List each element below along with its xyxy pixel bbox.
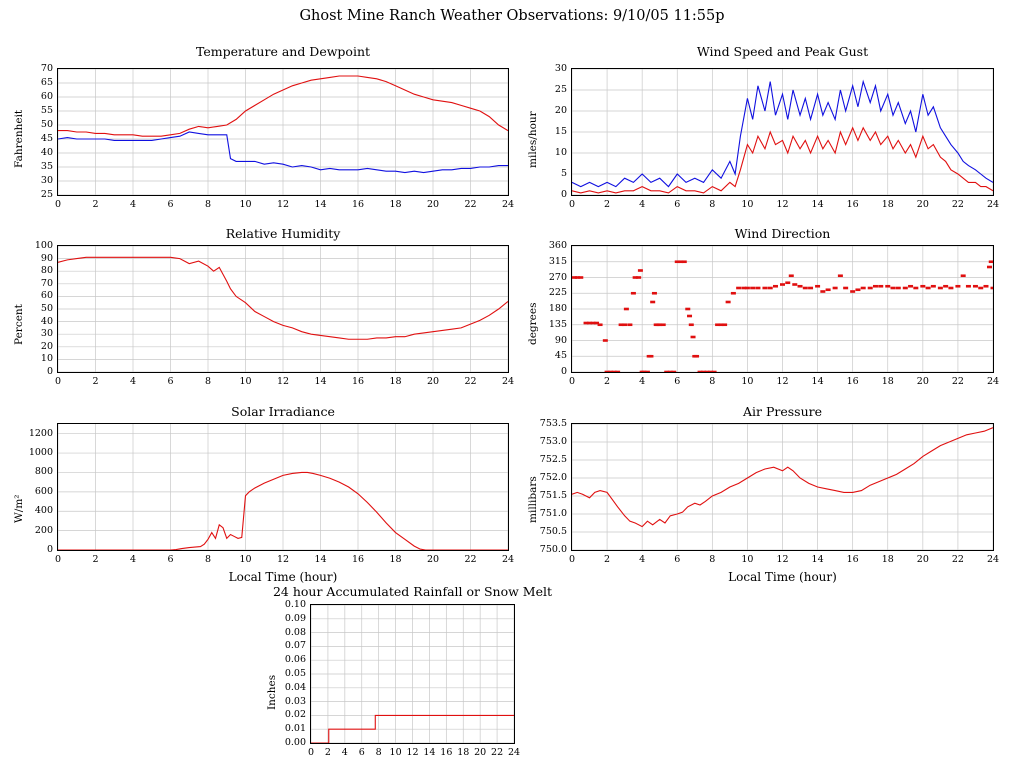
x-tick-rainfall: 0 bbox=[307, 747, 315, 758]
y-tick-wind_speed: 15 bbox=[554, 126, 567, 137]
y-tick-temperature: 40 bbox=[40, 147, 53, 158]
x-tick-temperature: 16 bbox=[351, 199, 365, 210]
x-tick-wind_speed: 20 bbox=[916, 199, 929, 210]
y-tick-wind_direction: 45 bbox=[554, 350, 567, 362]
y-tick-solar: 1000 bbox=[28, 447, 53, 459]
y-axis-label-wind_direction: degrees bbox=[527, 302, 539, 345]
plot-area-wind_speed bbox=[571, 68, 994, 196]
y-tick-pressure: 752.0 bbox=[539, 472, 567, 483]
y-tick-rainfall: 0.10 bbox=[284, 599, 306, 610]
plot-area-rainfall bbox=[310, 604, 515, 744]
x-tick-wind_direction: 4 bbox=[639, 376, 646, 387]
y-tick-wind_direction: 315 bbox=[548, 255, 567, 267]
y-tick-pressure: 751.5 bbox=[539, 490, 567, 501]
x-tick-temperature: 2 bbox=[92, 199, 99, 210]
x-tick-humidity: 20 bbox=[426, 376, 440, 387]
y-tick-solar: 600 bbox=[34, 485, 53, 497]
y-tick-wind_direction: 90 bbox=[554, 334, 567, 346]
x-tick-temperature: 22 bbox=[464, 199, 477, 210]
y-tick-wind_speed: 0 bbox=[560, 189, 567, 200]
y-tick-solar: 800 bbox=[34, 466, 53, 478]
chart-title-rainfall: 24 hour Accumulated Rainfall or Snow Melt bbox=[272, 584, 553, 599]
plot-area-humidity bbox=[57, 245, 509, 373]
plot-area-temperature bbox=[57, 68, 509, 196]
x-tick-wind_speed: 18 bbox=[881, 199, 894, 210]
x-tick-wind_speed: 24 bbox=[986, 199, 1000, 210]
y-axis-label-wind_speed: miles/hour bbox=[527, 111, 539, 168]
y-tick-pressure: 752.5 bbox=[539, 454, 567, 465]
x-tick-rainfall: 4 bbox=[341, 747, 348, 758]
x-tick-wind_direction: 24 bbox=[986, 376, 1000, 387]
y-tick-wind_direction: 0 bbox=[560, 366, 567, 377]
y-tick-pressure: 753.5 bbox=[539, 418, 567, 429]
x-tick-wind_direction: 22 bbox=[951, 376, 964, 387]
y-tick-wind_direction: 180 bbox=[548, 303, 567, 314]
y-tick-pressure: 750.5 bbox=[539, 526, 567, 537]
x-tick-humidity: 22 bbox=[464, 376, 477, 387]
x-tick-solar: 14 bbox=[314, 554, 327, 565]
x-tick-wind_speed: 12 bbox=[776, 199, 789, 210]
y-tick-humidity: 40 bbox=[40, 315, 53, 327]
x-tick-wind_direction: 10 bbox=[741, 376, 754, 387]
x-tick-pressure: 22 bbox=[951, 554, 964, 565]
y-tick-rainfall: 0.07 bbox=[284, 640, 306, 652]
x-tick-humidity: 0 bbox=[54, 376, 62, 387]
x-tick-wind_direction: 8 bbox=[709, 376, 716, 387]
x-tick-humidity: 14 bbox=[314, 376, 327, 387]
plot-area-wind_direction bbox=[571, 245, 994, 373]
y-tick-humidity: 10 bbox=[40, 353, 53, 365]
y-axis-label-pressure: millibars bbox=[527, 476, 539, 523]
x-tick-wind_speed: 6 bbox=[674, 199, 681, 210]
x-tick-humidity: 12 bbox=[276, 376, 290, 387]
x-tick-temperature: 8 bbox=[204, 199, 212, 210]
y-tick-temperature: 30 bbox=[40, 175, 53, 186]
x-tick-pressure: 10 bbox=[741, 554, 754, 565]
x-tick-pressure: 14 bbox=[811, 554, 824, 565]
x-tick-humidity: 24 bbox=[501, 376, 515, 387]
x-tick-pressure: 16 bbox=[846, 554, 859, 565]
x-tick-solar: 24 bbox=[501, 554, 515, 565]
y-tick-wind_direction: 270 bbox=[548, 271, 567, 283]
y-tick-rainfall: 0.00 bbox=[284, 737, 306, 748]
x-tick-wind_direction: 0 bbox=[568, 376, 576, 387]
plot-area-pressure bbox=[571, 423, 994, 551]
x-tick-rainfall: 16 bbox=[440, 747, 453, 758]
x-tick-wind_speed: 22 bbox=[951, 199, 964, 210]
y-tick-wind_speed: 5 bbox=[560, 168, 567, 179]
x-tick-solar: 18 bbox=[389, 554, 402, 565]
y-tick-humidity: 0 bbox=[46, 366, 53, 377]
x-tick-temperature: 12 bbox=[276, 199, 290, 210]
x-tick-wind_direction: 16 bbox=[846, 376, 859, 387]
x-tick-rainfall: 18 bbox=[457, 747, 470, 758]
y-tick-wind_speed: 30 bbox=[554, 63, 567, 74]
x-tick-temperature: 20 bbox=[426, 199, 440, 210]
x-tick-pressure: 6 bbox=[674, 554, 681, 565]
x-tick-rainfall: 22 bbox=[491, 747, 504, 758]
x-tick-rainfall: 2 bbox=[324, 747, 331, 758]
y-tick-temperature: 50 bbox=[40, 119, 53, 130]
y-tick-solar: 1200 bbox=[28, 427, 53, 439]
x-tick-wind_direction: 14 bbox=[811, 376, 824, 387]
x-tick-solar: 16 bbox=[351, 554, 365, 565]
y-axis-label-rainfall: Inches bbox=[266, 674, 278, 710]
x-tick-wind_speed: 4 bbox=[639, 199, 646, 210]
x-tick-wind_speed: 10 bbox=[741, 199, 754, 210]
y-tick-wind_speed: 25 bbox=[554, 84, 567, 95]
y-tick-temperature: 65 bbox=[40, 77, 53, 88]
x-tick-rainfall: 12 bbox=[406, 747, 419, 758]
x-tick-temperature: 0 bbox=[54, 199, 62, 210]
chart-title-wind_speed: Wind Speed and Peak Gust bbox=[696, 44, 869, 59]
x-tick-solar: 10 bbox=[239, 554, 252, 565]
chart-title-pressure: Air Pressure bbox=[742, 404, 822, 419]
x-tick-temperature: 6 bbox=[167, 199, 174, 210]
y-tick-rainfall: 0.02 bbox=[284, 709, 306, 721]
x-tick-wind_direction: 6 bbox=[674, 376, 681, 387]
y-tick-pressure: 750.0 bbox=[539, 544, 567, 555]
x-tick-temperature: 14 bbox=[314, 199, 327, 210]
x-tick-wind_direction: 2 bbox=[604, 376, 611, 387]
x-tick-wind_direction: 18 bbox=[881, 376, 894, 387]
y-tick-pressure: 753.0 bbox=[539, 436, 567, 447]
y-tick-temperature: 60 bbox=[40, 91, 53, 102]
x-axis-label-solar: Local Time (hour) bbox=[228, 570, 338, 584]
x-tick-wind_speed: 14 bbox=[811, 199, 824, 210]
y-tick-rainfall: 0.06 bbox=[284, 654, 306, 666]
y-tick-humidity: 100 bbox=[34, 240, 53, 251]
plot-area-solar bbox=[57, 423, 509, 551]
x-tick-wind_direction: 12 bbox=[776, 376, 789, 387]
y-tick-wind_speed: 10 bbox=[554, 147, 567, 158]
x-tick-temperature: 18 bbox=[389, 199, 402, 210]
x-tick-solar: 12 bbox=[276, 554, 290, 565]
x-tick-solar: 2 bbox=[92, 554, 99, 565]
y-tick-humidity: 50 bbox=[40, 303, 53, 314]
y-tick-solar: 400 bbox=[34, 505, 53, 517]
y-tick-humidity: 20 bbox=[40, 340, 53, 352]
y-axis-label-temperature: Fahrenheit bbox=[13, 109, 25, 168]
y-tick-temperature: 55 bbox=[40, 105, 53, 116]
y-tick-rainfall: 0.05 bbox=[284, 668, 306, 679]
chart-title-humidity: Relative Humidity bbox=[225, 226, 341, 241]
y-axis-label-humidity: Percent bbox=[13, 304, 25, 345]
x-tick-temperature: 10 bbox=[239, 199, 252, 210]
y-tick-temperature: 70 bbox=[40, 63, 53, 74]
y-tick-rainfall: 0.03 bbox=[284, 695, 306, 707]
x-tick-temperature: 24 bbox=[501, 199, 515, 210]
x-tick-humidity: 18 bbox=[389, 376, 402, 387]
x-tick-wind_speed: 8 bbox=[709, 199, 716, 210]
x-tick-solar: 8 bbox=[204, 554, 212, 565]
y-tick-rainfall: 0.01 bbox=[284, 723, 306, 735]
x-tick-solar: 4 bbox=[129, 554, 137, 565]
x-tick-wind_direction: 20 bbox=[916, 376, 929, 387]
chart-title-temperature: Temperature and Dewpoint bbox=[195, 44, 371, 59]
x-tick-pressure: 2 bbox=[604, 554, 611, 565]
x-tick-temperature: 4 bbox=[129, 199, 137, 210]
x-tick-pressure: 12 bbox=[776, 554, 789, 565]
y-tick-rainfall: 0.04 bbox=[284, 681, 306, 693]
x-tick-solar: 20 bbox=[426, 554, 440, 565]
x-tick-pressure: 18 bbox=[881, 554, 894, 565]
x-tick-rainfall: 14 bbox=[423, 747, 436, 758]
y-tick-wind_speed: 20 bbox=[554, 105, 567, 116]
x-tick-rainfall: 6 bbox=[358, 747, 365, 758]
x-tick-rainfall: 8 bbox=[375, 747, 382, 758]
x-tick-rainfall: 24 bbox=[507, 747, 521, 758]
y-tick-solar: 0 bbox=[46, 544, 53, 555]
x-tick-humidity: 2 bbox=[92, 376, 99, 387]
y-tick-humidity: 70 bbox=[40, 277, 53, 289]
y-axis-label-solar: W/m² bbox=[13, 494, 25, 523]
y-tick-temperature: 35 bbox=[40, 161, 53, 172]
x-tick-rainfall: 10 bbox=[389, 747, 402, 758]
x-tick-humidity: 16 bbox=[351, 376, 365, 387]
x-tick-wind_speed: 2 bbox=[604, 199, 611, 210]
y-tick-temperature: 25 bbox=[40, 189, 53, 200]
x-tick-rainfall: 20 bbox=[474, 747, 487, 758]
y-tick-humidity: 80 bbox=[40, 265, 53, 277]
y-tick-solar: 200 bbox=[34, 524, 53, 536]
x-tick-humidity: 6 bbox=[167, 376, 174, 387]
x-tick-pressure: 4 bbox=[639, 554, 646, 565]
y-tick-wind_direction: 225 bbox=[548, 287, 567, 299]
y-tick-humidity: 60 bbox=[40, 290, 53, 302]
x-tick-solar: 22 bbox=[464, 554, 477, 565]
y-tick-pressure: 751.0 bbox=[539, 508, 567, 519]
x-tick-pressure: 20 bbox=[916, 554, 929, 565]
x-tick-wind_speed: 16 bbox=[846, 199, 859, 210]
chart-title-wind_direction: Wind Direction bbox=[734, 226, 831, 241]
y-tick-humidity: 30 bbox=[40, 328, 53, 340]
x-tick-humidity: 8 bbox=[204, 376, 212, 387]
y-tick-temperature: 45 bbox=[40, 133, 53, 144]
chart-title-solar: Solar Irradiance bbox=[231, 404, 335, 419]
y-tick-wind_direction: 360 bbox=[548, 240, 567, 251]
page-title: Ghost Mine Ranch Weather Observations: 9/10/05 11:55p bbox=[299, 8, 725, 24]
x-tick-pressure: 0 bbox=[568, 554, 576, 565]
x-tick-wind_speed: 0 bbox=[568, 199, 576, 210]
y-tick-humidity: 90 bbox=[40, 252, 53, 264]
x-tick-humidity: 4 bbox=[129, 376, 137, 387]
x-tick-solar: 0 bbox=[54, 554, 62, 565]
y-tick-rainfall: 0.09 bbox=[284, 612, 306, 624]
x-tick-solar: 6 bbox=[167, 554, 174, 565]
y-tick-rainfall: 0.08 bbox=[284, 626, 306, 638]
x-tick-pressure: 24 bbox=[986, 554, 1000, 565]
y-tick-wind_direction: 135 bbox=[548, 318, 567, 330]
x-tick-pressure: 8 bbox=[709, 554, 716, 565]
x-axis-label-pressure: Local Time (hour) bbox=[728, 570, 837, 584]
x-tick-humidity: 10 bbox=[239, 376, 252, 387]
